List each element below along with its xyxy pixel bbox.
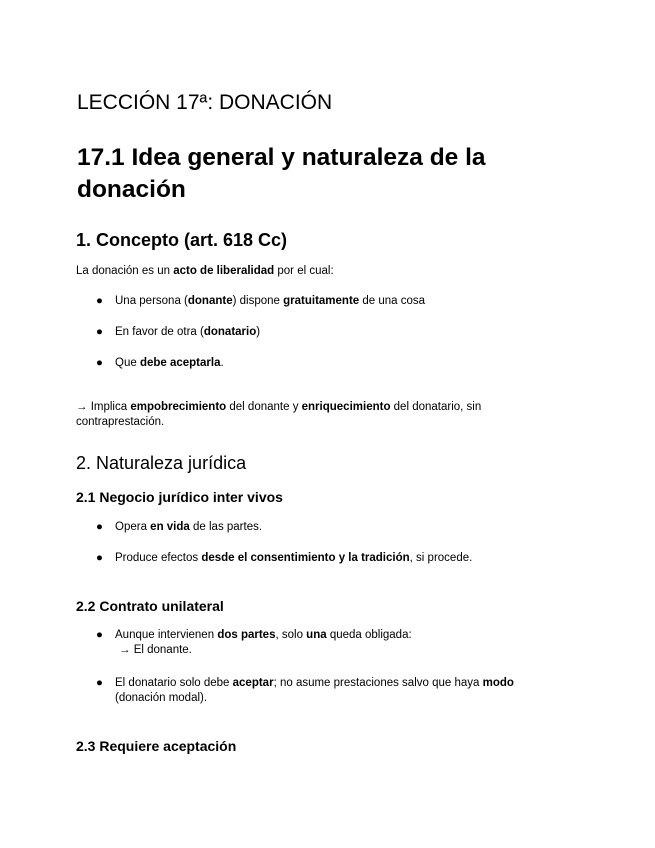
bullet-icon: ● xyxy=(96,629,103,641)
bullet-icon: ● xyxy=(96,552,103,564)
list-item: ● Produce efectos desde el consentimiento y la tradición, si procede. xyxy=(96,552,473,564)
subheading-inter-vivos: 2.1 Negocio jurídico inter vivos xyxy=(76,489,283,505)
bullet-icon: ● xyxy=(96,521,103,533)
concept-heading: 1. Concepto (art. 618 Cc) xyxy=(76,230,288,250)
list-item: ● Una persona (donante) dispone gratuitamente de una cosa xyxy=(96,295,426,307)
subheading-aceptacion: 2.3 Requiere aceptación xyxy=(76,738,237,754)
lesson-title: LECCIÓN 17ª: DONACIÓN xyxy=(77,91,333,114)
concept-intro: La donación es un acto de liberalidad por el cual: xyxy=(76,265,334,277)
bullet-icon: ● xyxy=(96,326,103,338)
nature-heading: 2. Naturaleza jurídica xyxy=(76,453,247,473)
section-title: 17.1 Idea general y naturaleza de la donación xyxy=(77,144,486,203)
concept-implication: → Implica empobrecimiento del donante y enriquecimiento del donatario, sin contraprestación. xyxy=(76,401,482,428)
bullet-icon: ● xyxy=(96,677,103,689)
list-item: ● El donatario solo debe aceptar; no asume prestaciones salvo que haya modo (donación modal). xyxy=(96,677,514,704)
list-item: ● Opera en vida de las partes. xyxy=(96,521,263,533)
bullet-icon: ● xyxy=(96,295,103,307)
subheading-unilateral: 2.2 Contrato unilateral xyxy=(76,598,224,614)
bullet-icon: ● xyxy=(96,357,103,369)
list-item: ● Aunque intervienen dos partes, solo una queda obligada: → El donante. xyxy=(96,629,412,656)
list-item: ● En favor de otra (donatario) xyxy=(96,326,261,338)
list-item: ● Que debe aceptarla. xyxy=(96,357,224,369)
